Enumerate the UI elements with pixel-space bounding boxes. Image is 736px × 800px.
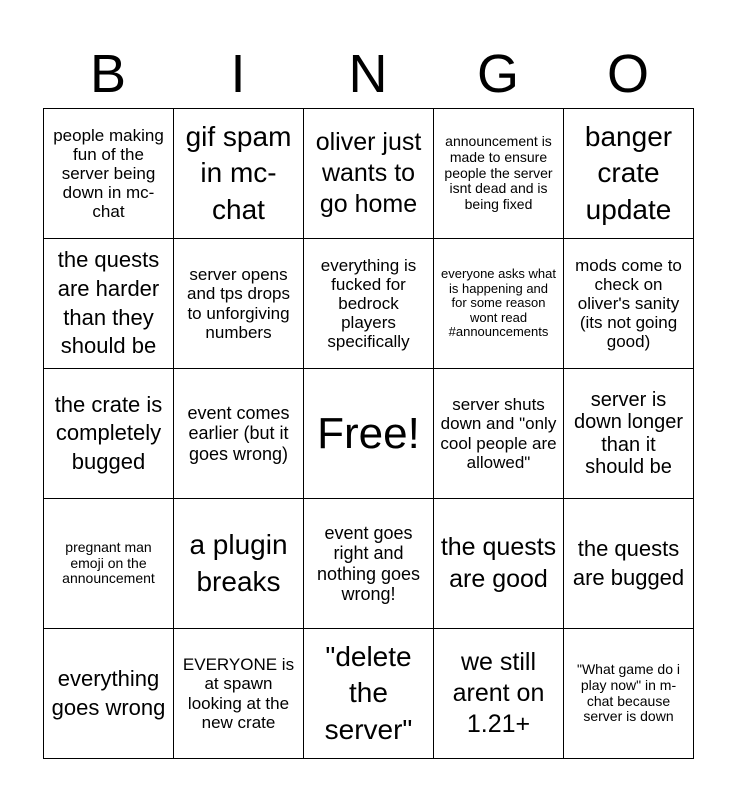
bingo-cell xyxy=(44,499,174,629)
cell-text: event goes right and nothing goes wrong! xyxy=(316,523,421,604)
cell-text: gif spam in mc-chat xyxy=(185,120,292,225)
bingo-cell xyxy=(44,629,174,759)
cell-text: the quests are good xyxy=(440,533,557,593)
cell-text: "delete the server" xyxy=(324,640,413,745)
cell-text: announcement is made to ensure people the server isnt dead and is being fixed xyxy=(444,133,553,212)
cell-text: everything is fucked for bedrock players specifically xyxy=(320,255,417,352)
bingo-cell xyxy=(44,369,174,499)
bingo-cell xyxy=(304,499,434,629)
bingo-cell xyxy=(564,239,694,369)
bingo-cell xyxy=(434,369,564,499)
cell-text: we still arent on 1.21+ xyxy=(452,647,545,739)
cell-text: the crate is completely bugged xyxy=(54,391,163,474)
bingo-header xyxy=(43,40,693,108)
cell-text: banger crate update xyxy=(584,120,673,225)
bingo-cell xyxy=(304,109,434,239)
cell-text: oliver just wants to go home xyxy=(315,127,422,219)
cell-text: mods come to check on oliver's sanity (its not going good) xyxy=(575,255,682,352)
bingo-cell xyxy=(174,499,304,629)
free-space-text: Free! xyxy=(317,408,420,458)
cell-text: pregnant man emoji on the announcement xyxy=(62,538,155,587)
cell-text: everything goes wrong xyxy=(51,665,166,720)
bingo-cell xyxy=(44,239,174,369)
cell-text: everyone asks what is happening and for some reason wont read #announcements xyxy=(441,266,556,340)
cell-text: the quests are bugged xyxy=(572,535,685,590)
bingo-cell xyxy=(564,629,694,759)
header-letter-i: I xyxy=(230,44,246,104)
bingo-cell xyxy=(564,109,694,239)
bingo-cell xyxy=(174,109,304,239)
header-letter-g: G xyxy=(476,44,519,104)
bingo-cell xyxy=(44,109,174,239)
cell-text: people making fun of the server being down in mc-chat xyxy=(53,125,164,222)
bingo-cell xyxy=(434,239,564,369)
cell-text: the quests are harder than they should be xyxy=(57,247,160,359)
cell-text: EVERYONE is at spawn looking at the new crate xyxy=(182,655,295,732)
bingo-cell xyxy=(434,109,564,239)
bingo-cell xyxy=(174,629,304,759)
cell-text: server shuts down and "only cool people are allowed" xyxy=(440,395,557,472)
cell-text: "What game do i play now" in m-chat because server is down xyxy=(576,661,681,725)
bingo-cell xyxy=(434,629,564,759)
bingo-cell xyxy=(304,629,434,759)
header-letter-n: N xyxy=(348,44,388,104)
cell-text: server is down longer than it should be xyxy=(574,388,683,478)
bingo-cell xyxy=(564,499,694,629)
bingo-board xyxy=(43,108,694,759)
free-space-cell xyxy=(304,369,434,499)
bingo-cell xyxy=(564,369,694,499)
cell-text: server opens and tps drops to unforgiving numbers xyxy=(186,265,290,342)
bingo-cell xyxy=(174,369,304,499)
bingo-cell xyxy=(434,499,564,629)
header-letter-b: B xyxy=(89,44,127,104)
cell-text: a plugin breaks xyxy=(189,529,288,597)
cell-text: event comes earlier (but it goes wrong) xyxy=(187,403,290,464)
bingo-cell xyxy=(174,239,304,369)
header-letter-o: O xyxy=(606,44,649,104)
bingo-cell xyxy=(304,239,434,369)
